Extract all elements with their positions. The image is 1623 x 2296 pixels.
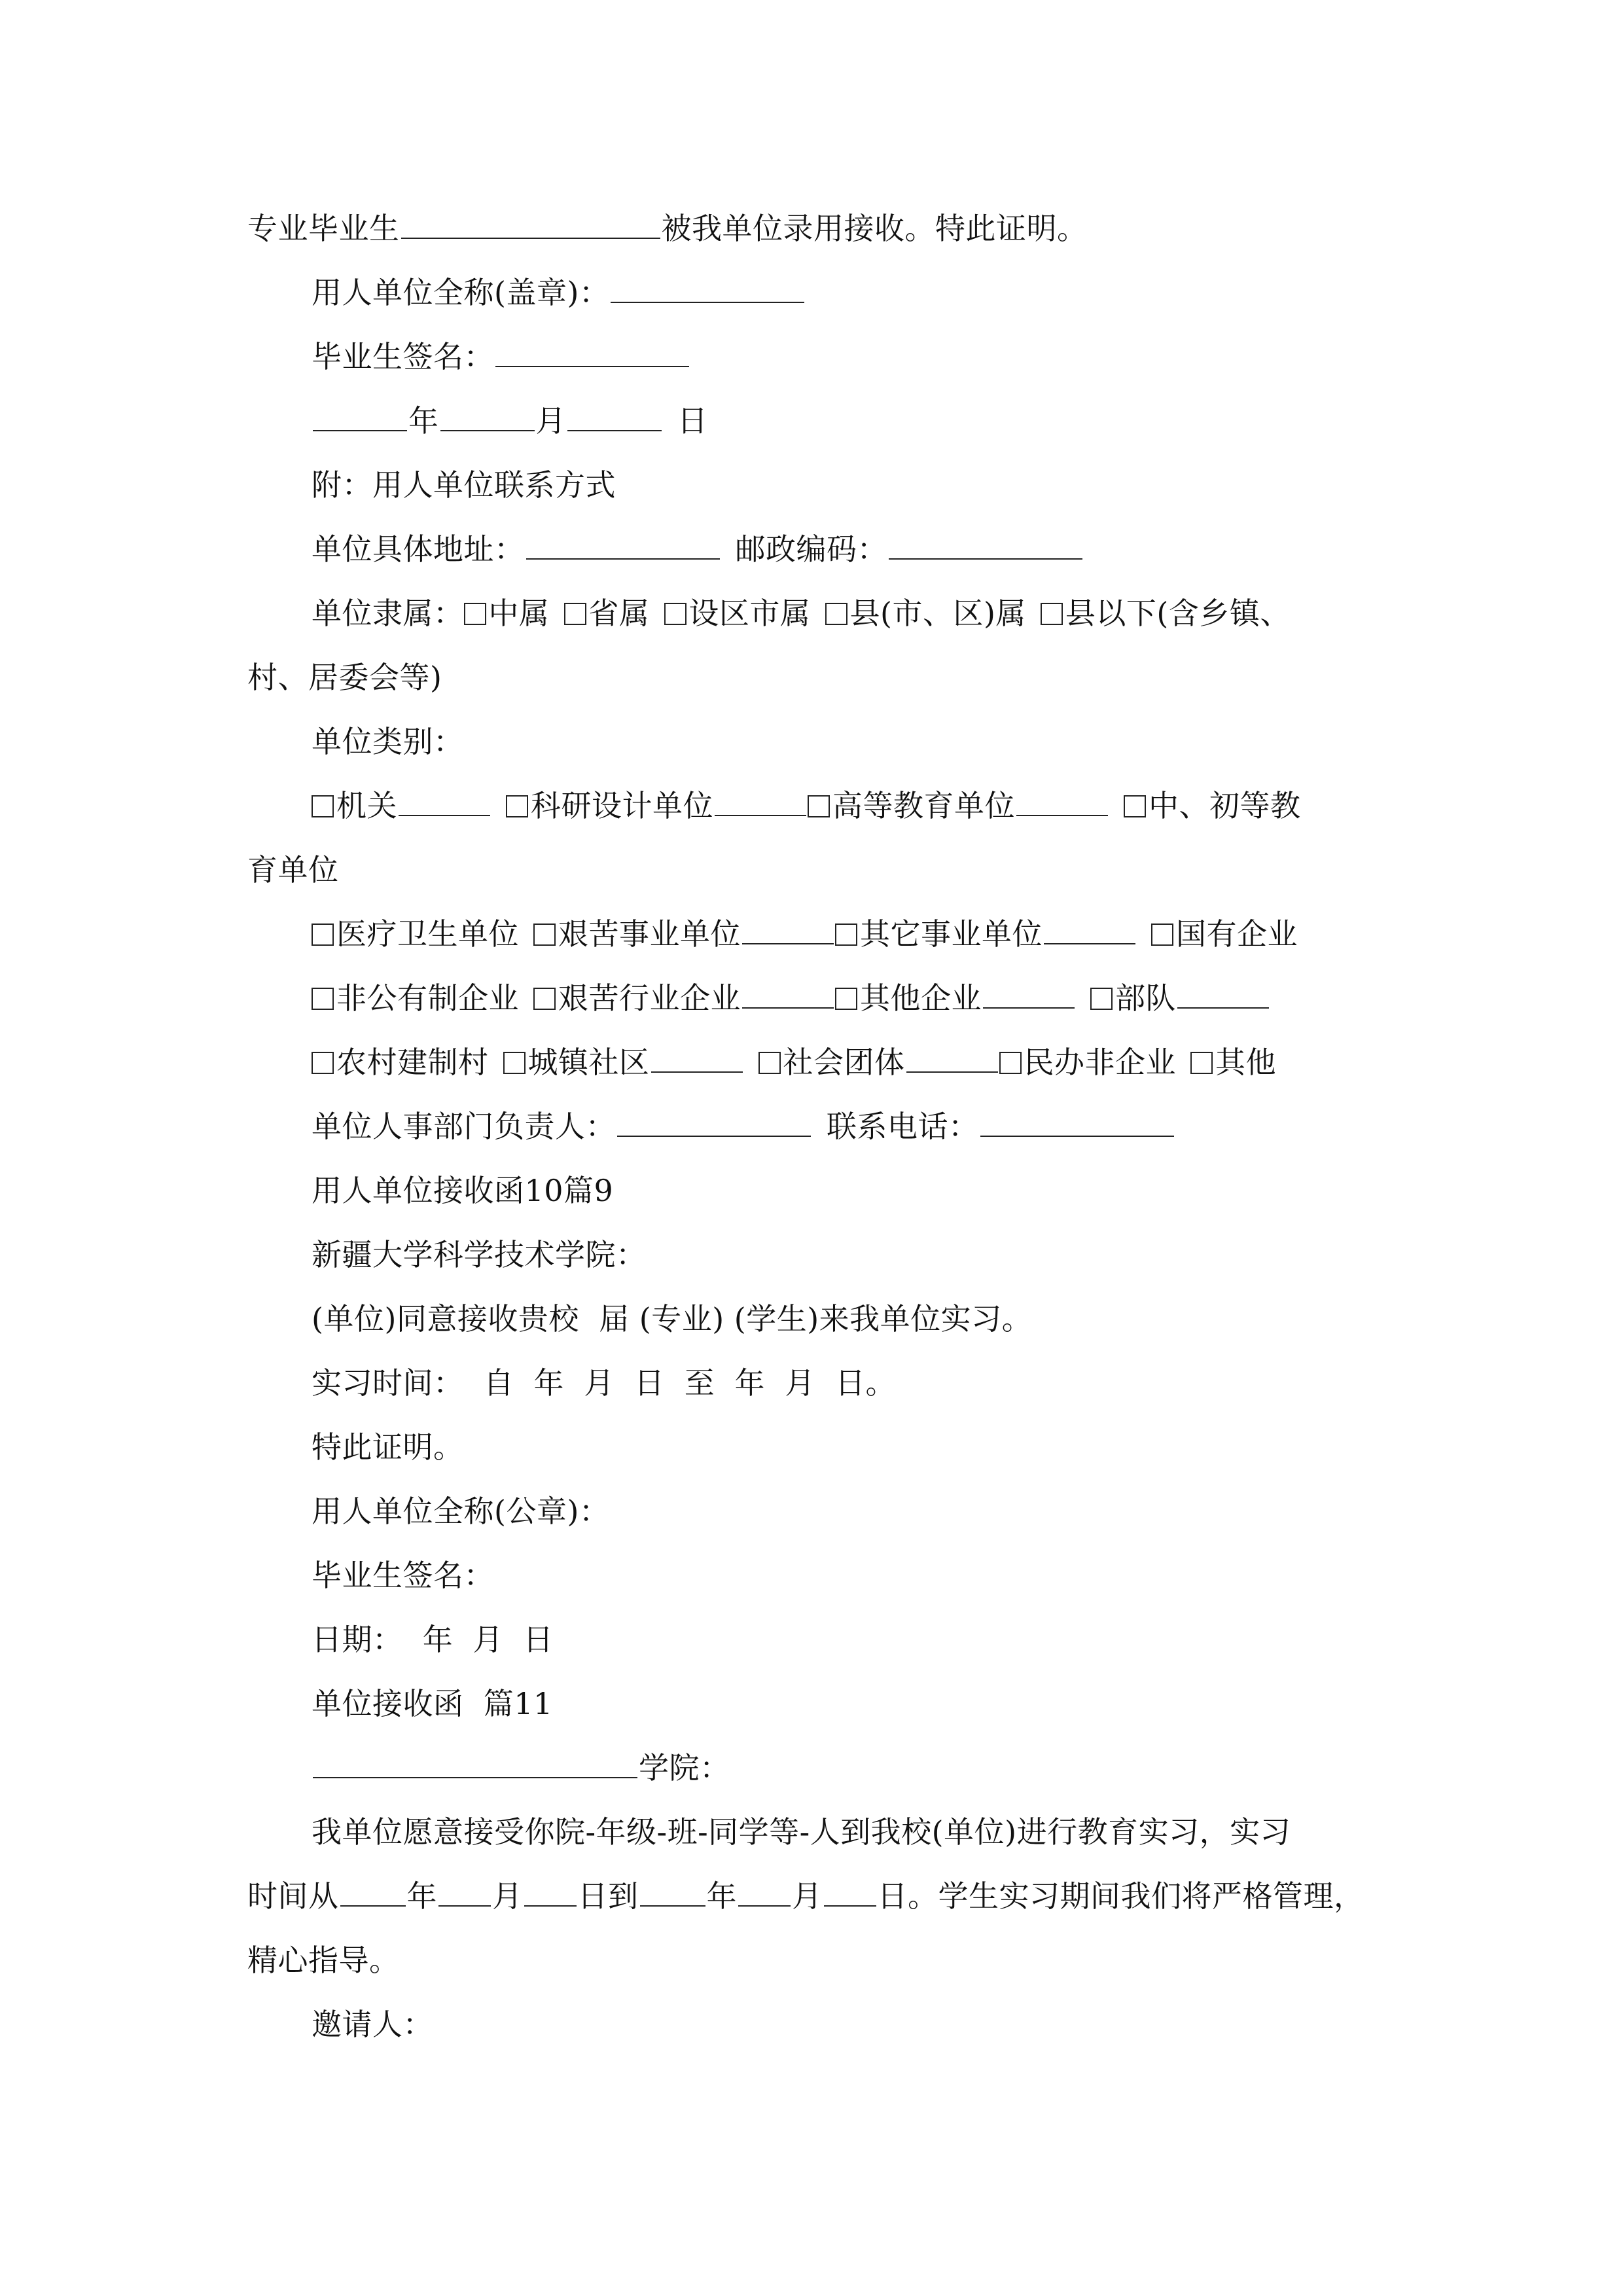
- inviter-line: 邀请人：: [312, 2007, 433, 2042]
- phone-blank[interactable]: [980, 1109, 1174, 1137]
- checkbox-secondary-edu[interactable]: [1124, 795, 1146, 817]
- to-month-blank[interactable]: [738, 1879, 791, 1907]
- employer-name-blank[interactable]: [611, 276, 804, 303]
- from-month-blank[interactable]: [438, 1879, 491, 1907]
- checkbox-county[interactable]: [825, 603, 847, 625]
- army-blank[interactable]: [1177, 981, 1269, 1009]
- urban-community-blank[interactable]: [651, 1045, 743, 1073]
- line-hr-contact: 单位人事部门负责人： 联系电话：: [312, 1094, 1399, 1158]
- hr-head-blank[interactable]: [617, 1109, 811, 1137]
- line-graduate-signature: 毕业生签名：: [312, 325, 1399, 389]
- day-blank[interactable]: [567, 404, 662, 431]
- line-employer-name: 用人单位全称(盖章)：: [312, 260, 1399, 325]
- checkbox-other[interactable]: [1190, 1052, 1213, 1074]
- to-year-blank[interactable]: [640, 1879, 705, 1907]
- checkbox-hardship-industry[interactable]: [533, 988, 556, 1010]
- line-address-postcode: 单位具体地址： 邮政编码：: [312, 517, 1399, 581]
- address-blank[interactable]: [526, 532, 720, 560]
- checkbox-city[interactable]: [664, 603, 687, 625]
- line-category-1: 机关 科研设计单位 高等教育单位 中、初等教: [312, 774, 1399, 838]
- checkbox-government[interactable]: [312, 795, 334, 817]
- internship-period-line: 实习时间： 自 年 月 日 至 年 月 日。: [312, 1365, 896, 1401]
- from-year-blank[interactable]: [340, 1879, 406, 1907]
- college-name-blank[interactable]: [313, 1751, 637, 1778]
- line-category-3: 非公有制企业 艰苦行业企业 其他企业 部队: [312, 966, 1399, 1030]
- checkbox-higher-edu[interactable]: [808, 795, 830, 817]
- period-line: 时间从 年 月 日到 年 月 日。学生实习期间我们将严格管理，: [247, 1878, 1364, 1914]
- graduate-signature-blank[interactable]: [495, 340, 689, 367]
- guidance-line: 精心指导。: [247, 1943, 400, 1978]
- checkbox-rural-village[interactable]: [312, 1052, 334, 1074]
- line-date: 年 月 日: [312, 389, 1399, 453]
- checkbox-private-nonprofit[interactable]: [999, 1052, 1022, 1074]
- checkbox-research[interactable]: [506, 795, 528, 817]
- line-attachment-heading: 附：用人单位联系方式: [312, 467, 616, 503]
- social-group-blank[interactable]: [906, 1045, 998, 1073]
- addressee-line: 新疆大学科学技术学院：: [312, 1237, 647, 1272]
- line-category-4: 农村建制村 城镇社区 社会团体 民办非企业 其他: [312, 1030, 1399, 1094]
- year-blank[interactable]: [313, 404, 407, 431]
- checkbox-other-enterprise[interactable]: [835, 988, 857, 1010]
- to-day-blank[interactable]: [824, 1879, 876, 1907]
- checkbox-below-county[interactable]: [1041, 603, 1063, 625]
- higher-edu-blank[interactable]: [1016, 789, 1108, 816]
- date-line-2: 日期： 年 月 日: [312, 1622, 554, 1657]
- consent-line: (单位)同意接收贵校 届 (专业) (学生)来我单位实习。: [312, 1301, 1033, 1336]
- college-addressee-line: 学院：: [312, 1736, 1399, 1800]
- month-blank[interactable]: [440, 404, 535, 431]
- checkbox-army[interactable]: [1090, 988, 1113, 1010]
- from-day-blank[interactable]: [524, 1879, 577, 1907]
- section-title-9: 用人单位接收函10篇9: [312, 1173, 614, 1208]
- checkbox-hardship-inst[interactable]: [533, 924, 556, 946]
- checkbox-other-inst[interactable]: [835, 924, 857, 946]
- certify-line: 特此证明。: [312, 1429, 464, 1465]
- checkbox-non-public[interactable]: [312, 988, 334, 1010]
- line-category-1-cont: 育单位: [247, 852, 339, 888]
- hardship-industry-blank[interactable]: [742, 981, 834, 1009]
- checkbox-medical[interactable]: [312, 924, 334, 946]
- checkbox-provincial[interactable]: [564, 603, 586, 625]
- line-category-2: 医疗卫生单位 艰苦事业单位 其它事业单位 国有企业: [312, 902, 1399, 966]
- line-affiliation: 单位隶属： 中属 省属 设区市属 县(市、区)属 县以下(含乡镇、: [312, 596, 1291, 631]
- hardship-inst-blank[interactable]: [742, 917, 834, 944]
- line-graduate-accepted: 专业毕业生 被我单位录用接收。特此证明。: [247, 211, 1088, 246]
- section-title-11: 单位接收函 篇11: [312, 1686, 553, 1721]
- checkbox-central[interactable]: [464, 603, 486, 625]
- checkbox-social-group[interactable]: [758, 1052, 781, 1074]
- government-blank[interactable]: [399, 789, 490, 816]
- graduate-name-blank[interactable]: [401, 211, 660, 239]
- checkbox-state-owned[interactable]: [1151, 924, 1173, 946]
- other-inst-blank[interactable]: [1044, 917, 1135, 944]
- postcode-blank[interactable]: [889, 532, 1082, 560]
- other-enterprise-blank[interactable]: [983, 981, 1075, 1009]
- employer-seal-line: 用人单位全称(公章)：: [312, 1494, 610, 1529]
- willing-line: 我单位愿意接受你院-年级-班-同学等-人到我校(单位)进行教育实习，实习: [312, 1814, 1291, 1850]
- graduate-signature-line-2: 毕业生签名：: [312, 1558, 494, 1593]
- checkbox-urban-community[interactable]: [503, 1052, 526, 1074]
- research-blank[interactable]: [715, 789, 806, 816]
- line-affiliation-cont: 村、居委会等): [247, 660, 442, 695]
- line-category-heading: 单位类别：: [312, 724, 464, 759]
